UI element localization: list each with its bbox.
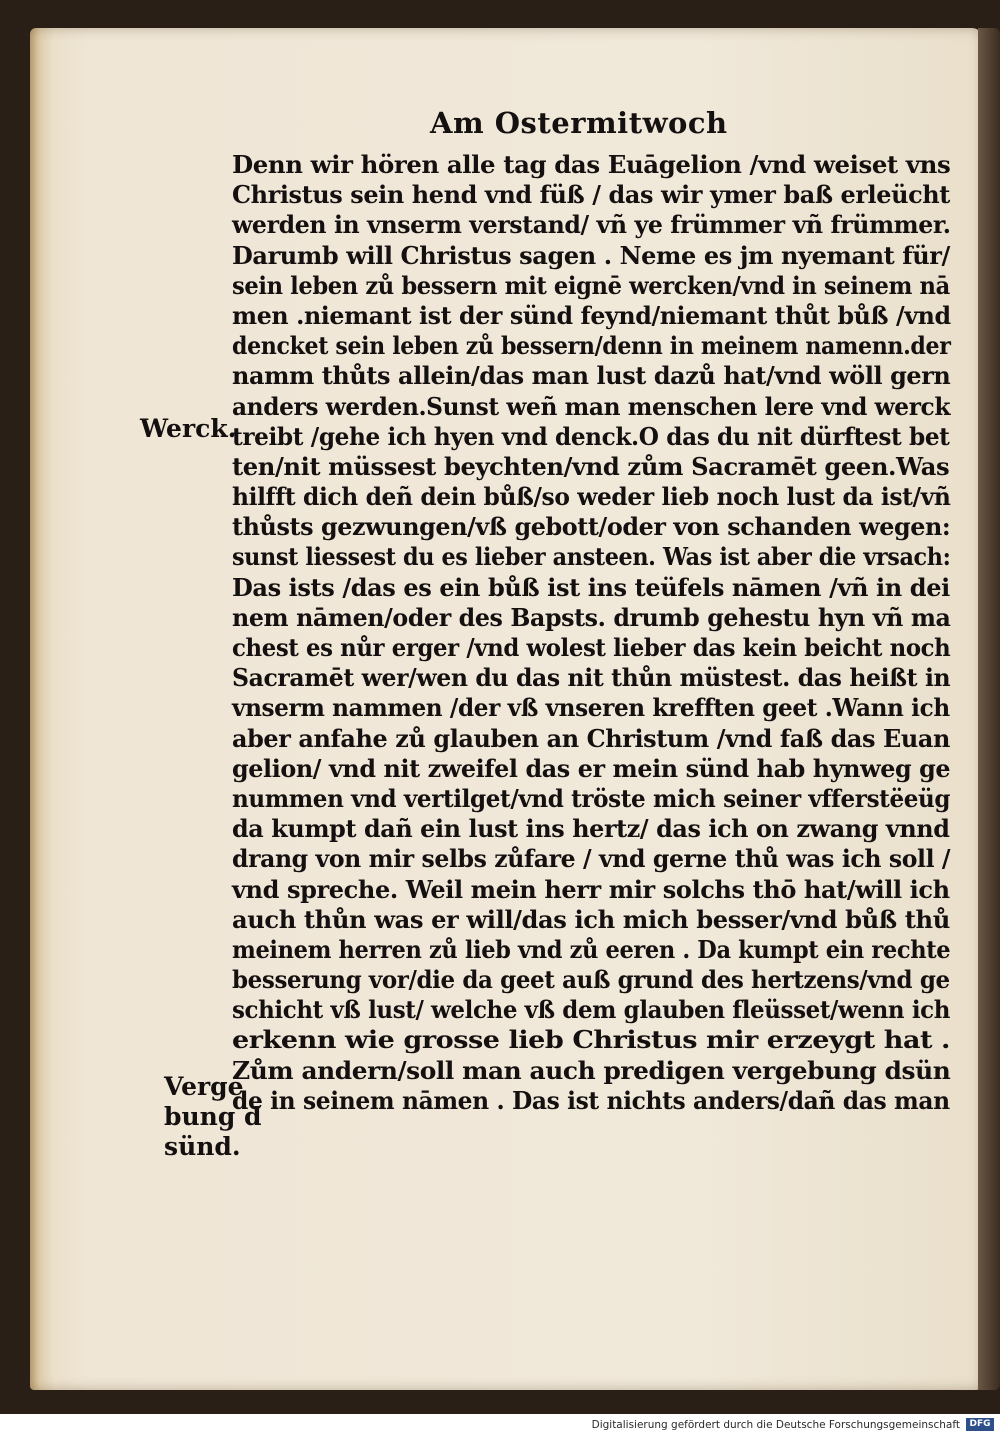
dfg-logo: DFG	[966, 1418, 994, 1431]
margin-note-vergebung	[164, 1072, 262, 1162]
funding-credit: Digitalisierung gefördert durch die Deutsche Forschungsgemeinschaft	[591, 1419, 960, 1431]
text-line: nummen vnd vertilget/vnd tröste mich seiner vfferstëeüg	[232, 783, 951, 813]
margin-note-line: sünd.	[164, 1132, 241, 1161]
page-edge	[978, 28, 1000, 1390]
text-line: men .niemant ist der sünd feynd/niemant thůt bůß /vnd	[232, 300, 951, 330]
text-line: anders werden.Sunst weñ man menschen lere vnd werck	[232, 391, 951, 421]
text-line: Das ists /das es ein bůß ist ins teüfels nāmen /vñ in dei	[232, 572, 950, 602]
text-line: besserung vor/die da geet auß grund des hertzens/vnd ge	[232, 965, 950, 995]
footer-bar	[0, 1414, 1000, 1436]
text-line: vnserm nammen /der vß vnseren krefften geet .Wann ich	[232, 693, 950, 723]
text-line: Zům andern/soll man auch predigen vergebung dsün	[232, 1055, 951, 1085]
text-line: drang von mir selbs zůfare / vnd gerne thů was ich soll /	[232, 844, 951, 874]
text-line: Denn wir hören alle tag das Euāgelion /vnd weiset vns	[232, 150, 951, 179]
text-line: sunst liessest du es lieber ansteen. Was ist aber die vrsach:	[232, 542, 951, 572]
text-line: erkenn wie grosse lieb Christus mir erzeygt hat .	[232, 1025, 951, 1055]
text-line: aber anfahe zů glauben an Christum /vnd faß das Euan	[232, 723, 950, 753]
margin-note-werck: Werck.	[140, 414, 237, 443]
text-line: de in seinem nāmen . Das ist nichts anders/dañ das man	[232, 1085, 950, 1115]
text-line: da kumpt dañ ein lust ins hertz/ das ich on zwang vnnd	[232, 814, 950, 844]
text-line: sein leben zů bessern mit eignē wercken/vnd in seinem nā	[232, 270, 950, 300]
text-line: thůsts gezwungen/vß gebott/oder von schanden wegen:	[232, 512, 951, 542]
text-line: vnd spreche. Weil mein herr mir solchs thō hat/will ich	[232, 874, 950, 904]
text-line: hilfft dich deñ dein bůß/so weder lieb noch lust da ist/vñ	[232, 482, 951, 512]
text-line: auch thůn was er will/das ich mich besser/vnd bůß thů	[232, 904, 950, 934]
body-text	[232, 150, 962, 1116]
text-line: Darumb will Christus sagen . Neme es jm nyemant für/	[232, 240, 950, 270]
text-line: meinem herren zů lieb vnd zů eeren . Da kumpt ein rechte	[232, 934, 951, 964]
text-line: werden in vnserm verstand/ vñ ye frümmer vñ frümmer.	[232, 210, 951, 240]
text-line: treibt /gehe ich hyen vnd denck.O das du nit dürftest bet	[232, 421, 950, 451]
text-line: dencket sein leben zů bessern/denn in meinem namenn.der	[232, 331, 951, 361]
text-line: namm thůts allein/das man lust dazů hat/vnd wöll gern	[232, 361, 951, 391]
text-line: Sacramēt wer/wen du das nit thůn müstest. das heißt in	[232, 663, 951, 693]
text-line: Christus sein hend vnd füß / das wir ymer baß erleücht	[232, 180, 950, 210]
text-line: nem nāmen/oder des Bapsts. drumb gehestu hyn vñ ma	[232, 602, 951, 632]
running-head: Am Ostermitwoch	[430, 106, 728, 140]
margin-note-line: bung d	[164, 1102, 262, 1131]
text-line: ten/nit müssest beychten/vnd zům Sacramēt geen.Was	[232, 451, 950, 481]
text-line: chest es nůr erger /vnd wolest lieber das kein beicht noch	[232, 633, 951, 662]
text-line: schicht vß lust/ welche vß dem glauben fleüsset/wenn ich	[232, 995, 951, 1025]
text-line: gelion/ vnd nit zweifel das er mein sünd hab hynweg ge	[232, 753, 951, 783]
margin-note-line: Verge	[164, 1072, 244, 1101]
